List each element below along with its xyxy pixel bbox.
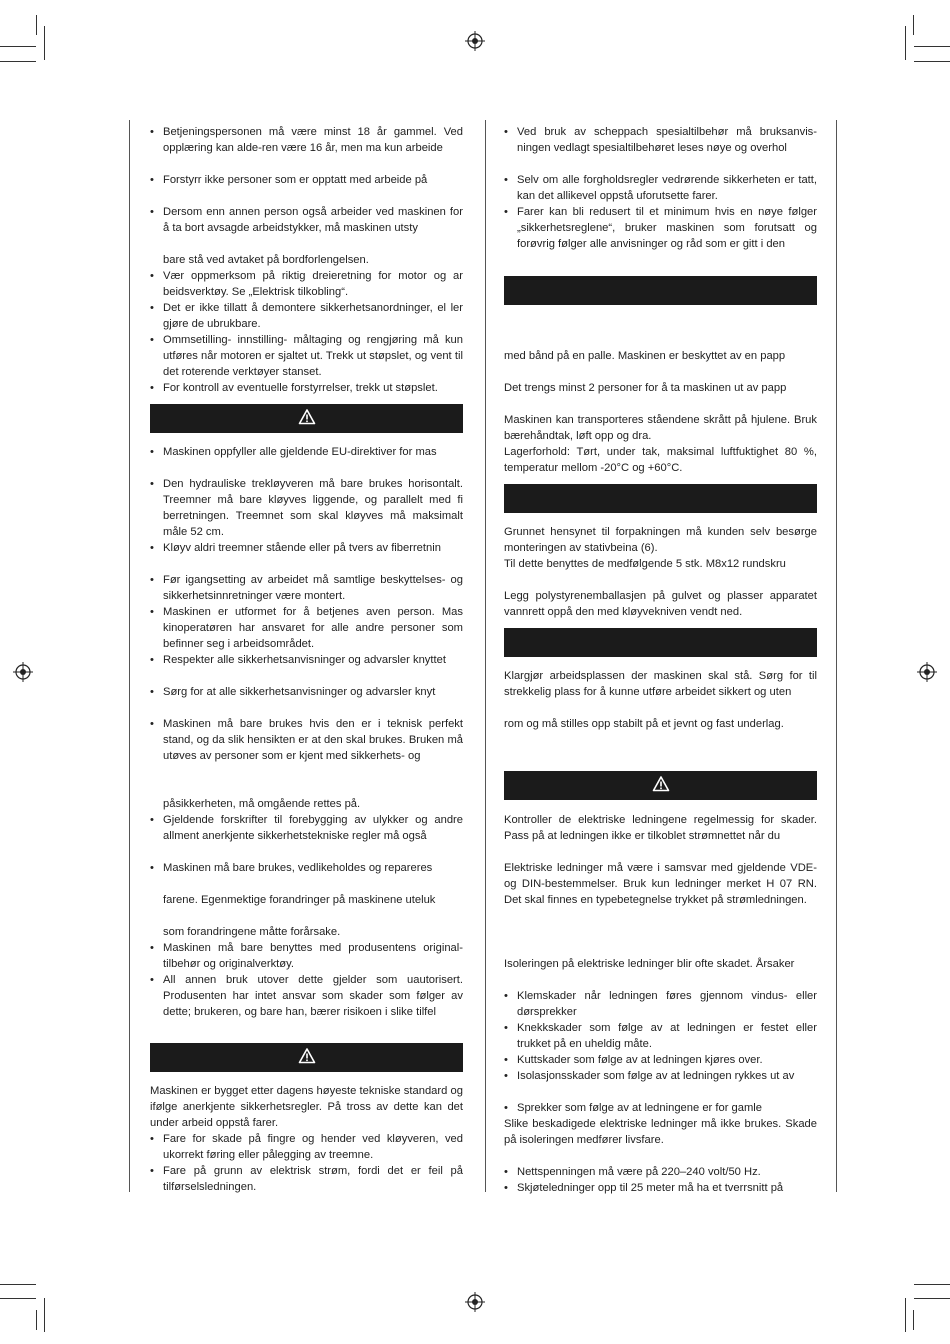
paragraph: Kontroller de elektriske ledningene regelmessig for skader. Pass på at ledningen ikke er tilkoblet strømnettet når du [504,814,817,842]
list-item: • Selv om alle forgholdsregler vedrørende sikkerheten er tatt, kan det allikevel oppstå uforutsette farer. [504,172,817,204]
list-item: • Respekter alle sikkerhetsanvisninger og advarsler knyttet [150,652,463,668]
warning-triangle-icon [652,775,670,793]
list-item: • Maskinen er utformet for å betjenes aven person. Mas kinoperatøren har ansvaret for alle andre personer som befinner seg i arbeidsområdet. [150,604,463,652]
section-header-bar [150,1043,463,1072]
registration-mark-icon [917,662,937,682]
list-item: • Skjøteledninger opp til 25 meter må ha et tverrsnitt på [504,1180,817,1196]
column-rule [836,120,837,1192]
list-item: • Kuttskader som følge av at ledningen kjøres over. [504,1052,817,1068]
continuation-text: farene. Egenmektige forandringer på maskinene uteluk [163,894,436,906]
list-item: • Isolasjonsskader som følge av at ledningen rykkes ut av [504,1068,817,1084]
section-header-bar [504,276,817,305]
list-item: • All annen bruk utover dette gjelder som uautorisert. Produsenten har intet ansvar som skader som følger av dette; brukeren, og bare han, bærer risikoen i slike tilfel [150,972,463,1020]
registration-mark-icon [13,662,33,682]
continuation-text: som forandringene måtte forårsake. [163,926,341,938]
paragraph: Grunnet hensynet til forpakningen må kunden selv besørge monteringen av stativbeina (6). [504,526,817,554]
section-header-bar [150,404,463,433]
section-header-bar [504,628,817,657]
continuation-text: påsikkerheten, må omgående rettes på. [163,798,361,810]
paragraph: Det trengs minst 2 personer for å ta maskinen ut av papp [504,382,787,394]
list-item: • Maskinen må bare brukes, vedlikeholdes og repareres [150,860,463,876]
paragraph: Legg polystyrenemballasjen på gulvet og plasser apparatet vannrett oppå den med kløyvekniven vendt ned. [504,590,817,618]
list-item: • Forstyrr ikke personer som er opptatt med arbeide på [150,172,463,188]
list-item: • Den hydrauliske trekløyveren må bare brukes horisontalt. Treemner må bare kløyves liggende, og parallelt med fi berretningen. Treemnet som skal kløyves må maksimalt måle 52 cm. [150,476,463,540]
list-item: • Ved bruk av scheppach spesialtilbehør må bruksanvis- ningen vedlagt spesialtilbehøret leses nøye og overhol [504,124,817,156]
paragraph: rom og må stilles opp stabilt på et jevnt og fast underlag. [504,718,784,730]
paragraph: Klargjør arbeidsplassen der maskinen skal stå. Sørg for til strekkelig plass for å kunne utføre arbeidet sikkert og uten [504,670,817,698]
warning-triangle-icon [298,1047,316,1065]
list-item: • Kløyv aldri treemner stående eller på tvers av fiberretnin [150,540,463,556]
list-item: • Dersom enn annen person også arbeider ved maskinen for å ta bort avsagde arbeidstykker, må maskinen utsty [150,204,463,236]
list-item: • Ommsetilling- innstilling- måltaging og rengjøring må kun utføres når motoren er sjaltet ut. Trekk ut støpslet, og vent til det roterende verktøyer stanset. [150,332,463,380]
list-item: • For kontroll av eventuelle forstyrrelser, trekk ut støpslet. [150,380,463,396]
paragraph: med bånd på en palle. Maskinen er beskyttet av en papp [504,350,786,362]
paragraph: Lagerforhold: Tørt, under tak, maksimal luftfuktighet 80 %, temperatur mellom -20°C og +60°C. [504,446,817,474]
list-item: • Vær oppmerksom på riktig dreieretning for motor og ar beidsverktøy. Se „Elektrisk tilkobling“. [150,268,463,300]
list-item: • Maskinen må bare benyttes med produsentens original- tilbehør og originalverktøy. [150,940,463,972]
paragraph: Slike beskadigede elektriske ledninger må ikke brukes. Skade på isoleringen medfører livsfare. [504,1118,817,1146]
section-header-bar [504,484,817,513]
paragraph: Isoleringen på elektriske ledninger blir ofte skadet. Årsaker [504,958,795,970]
warning-triangle-icon [298,408,316,426]
list-item: • Betjeningspersonen må være minst 18 år gammel. Ved opplæring kan alde-ren være 16 år, men ma kun arbeide [150,124,463,156]
list-item: • Sørg for at alle sikkerhetsanvisninger og advarsler knyt [150,684,463,700]
column-rule [129,120,130,1192]
list-item: • Knekkskader som følge av at ledningen er festet eller trukket på en uheldig måte. [504,1020,817,1052]
list-item: • Gjeldende forskrifter til forebygging av ulykker og andre allment anerkjente sikkerhetstekniske regler må også [150,812,463,844]
list-item: • Maskinen må bare brukes hvis den er i teknisk perfekt stand, og da slik hensikten er at den skal brukes. Bruken må utøves av personer som er kjent med sikkerhets- og [150,716,463,764]
paragraph: Til dette benyttes de medfølgende 5 stk. M8x12 rundskru [504,558,786,570]
registration-mark-icon [465,1292,485,1312]
list-item: • Nettspenningen må være på 220–240 volt/50 Hz. [504,1164,817,1180]
column-rule [485,120,486,1192]
list-item: • Klemskader når ledningen føres gjennom vindus- eller dørsprekker [504,988,817,1020]
section-header-bar [504,771,817,800]
registration-mark-icon [465,31,485,51]
paragraph: Elektriske ledninger må være i samsvar med gjeldende VDE- og DIN-bestemmelser. Bruk kun ledninger merket H 07 RN. Det skal finnes en typebetegnelse trykket på strømledningen. [504,862,817,906]
list-item: • Sprekker som følge av at ledningene er for gamle [504,1100,817,1116]
list-item: • Fare for skade på fingre og hender ved kløyveren, ved ukorrekt føring eller pålegging av treemne. [150,1131,463,1163]
list-item: • Maskinen oppfyller alle gjeldende EU-direktiver for mas [150,444,463,460]
list-item: • Fare på grunn av elektrisk strøm, fordi det er feil på tilførselsledningen. [150,1163,463,1195]
list-item: • Før igangsetting av arbeidet må samtlige beskyttelses- og sikkerhetsinnretninger være montert. [150,572,463,604]
list-item: • Farer kan bli redusert til et minimum hvis en nøye følger „sikkerhetsreglene“, bruker maskinen som forutsatt og forøvrig følger alle anvisninger og råd som er gitt i den [504,204,817,252]
paragraph: Maskinen kan transporteres ståendene skrått på hjulene. Bruk bærehåndtak, løft opp og dra. [504,414,817,442]
paragraph: Maskinen er bygget etter dagens høyeste tekniske standard og ifølge anerkjente sikkerhetsregler. På tross av dette kan det under arbeid oppstå farer. [150,1085,463,1129]
continuation-text: bare stå ved avtaket på bordforlengelsen. [163,254,369,266]
list-item: • Det er ikke tillatt å demontere sikkerhetsanordninger, el ler gjøre de ubrukbare. [150,300,463,332]
